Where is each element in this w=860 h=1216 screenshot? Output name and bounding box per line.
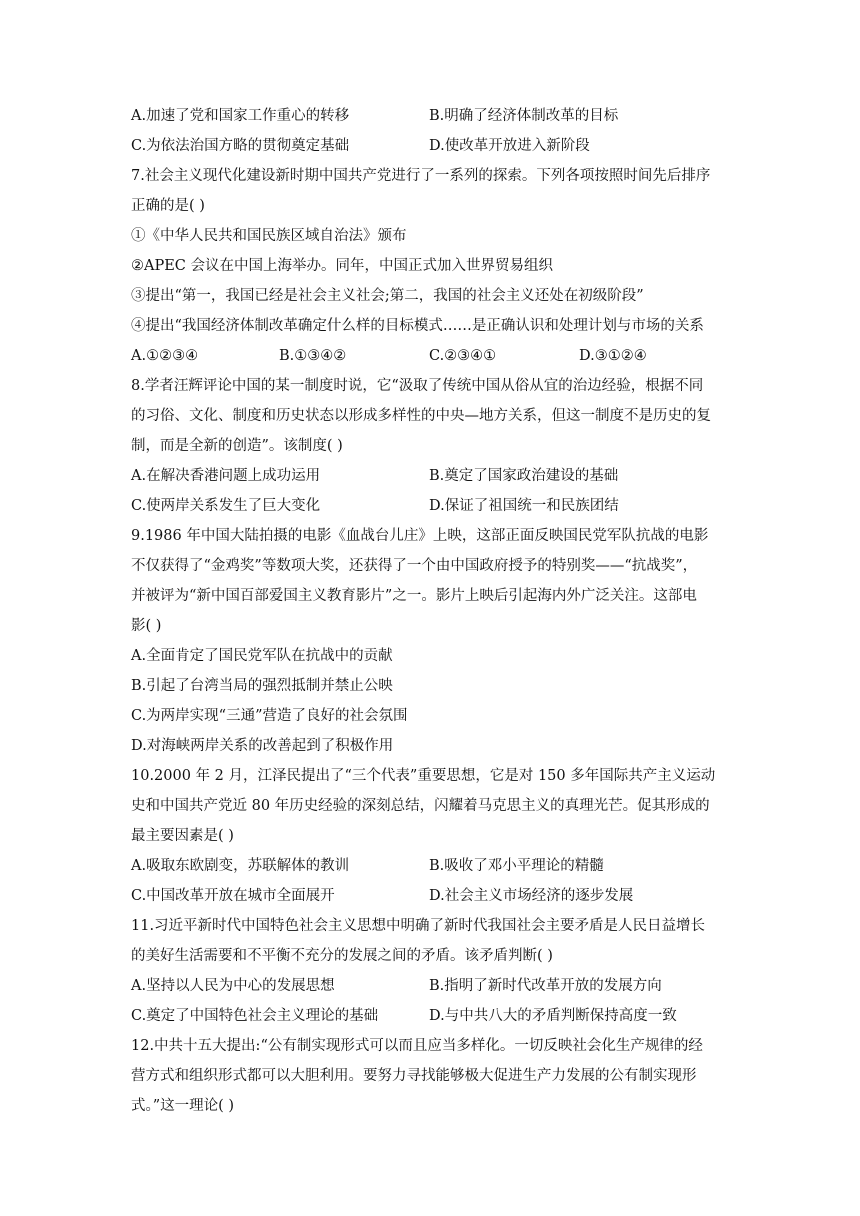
q6-options-row-1 <box>131 101 751 131</box>
question-column <box>131 101 751 1121</box>
q9-stem-line-3: 并被评为“新中国百部爱国主义教育影片”之一。影片上映后引起海内外广泛关注。这部电 <box>131 588 697 604</box>
q9-option-c: C.为两岸实现“三通”营造了良好的社会氛围 <box>131 708 408 724</box>
q9-option-d: D.对海峡两岸关系的改善起到了积极作用 <box>131 738 394 754</box>
q7-option-c: C.②③④① <box>429 348 497 364</box>
q9-stem-line-1: 9.1986 年中国大陆拍摄的电影《血战台儿庄》上映，这部正面反映国民党军队抗战的电影 <box>131 528 709 544</box>
q7-option-a: A.①②③④ <box>131 348 199 364</box>
q8-options-row-2 <box>131 491 751 521</box>
q6-options-row-2 <box>131 131 751 161</box>
q10-options-row-2 <box>131 881 751 911</box>
q12-stem-line-3: 式。”这一理论( ) <box>131 1098 235 1114</box>
q12-stem-line-2: 营方式和组织形式都可以大胆利用。要努力寻找能够极大促进生产力发展的公有制实现形 <box>131 1068 697 1084</box>
q8-option-c: C.使两岸关系发生了巨大变化 <box>131 498 321 514</box>
q9-stem-line-4: 影( ) <box>131 618 162 634</box>
q6-option-c: C.为依法治国方略的贯彻奠定基础 <box>131 138 350 154</box>
q9-stem-line-2: 不仅获得了“金鸡奖”等数项大奖，还获得了一个由中国政府授予的特别奖——“抗战奖”， <box>131 558 698 574</box>
q11-option-a: A.坚持以人民为中心的发展思想 <box>131 978 335 994</box>
q7-stem-line-1: 7.社会主义现代化建设新时期中国共产党进行了一系列的探索。下列各项按照时间先后排序 <box>131 168 711 184</box>
q11-option-c: C.奠定了中国特色社会主义理论的基础 <box>131 1008 379 1024</box>
q11-options-row-2 <box>131 1001 751 1031</box>
q7-item-1: ①《中华人民共和国民族区域自治法》颁布 <box>131 228 407 244</box>
q8-options-row-1 <box>131 461 751 491</box>
q11-option-b: B.指明了新时代改革开放的发展方向 <box>429 978 662 994</box>
q8-stem-line-3: 制，而是全新的创造”。该制度( ) <box>131 438 343 454</box>
q10-options-row-1 <box>131 851 751 881</box>
q11-option-d: D.与中共八大的矛盾判断保持高度一致 <box>429 1008 677 1024</box>
q10-option-b: B.吸收了邓小平理论的精髓 <box>429 858 604 874</box>
q7-item-2: ②APEC 会议在中国上海举办。同年，中国正式加入世界贸易组织 <box>131 258 554 274</box>
q10-stem-line-3: 最主要因素是( ) <box>131 828 234 844</box>
q7-stem-line-2: 正确的是( ) <box>131 198 205 214</box>
q8-stem-line-2: 的习俗、文化、制度和历史状态以形成多样性的中央—地方关系，但这一制度不是历史的复 <box>131 408 711 424</box>
q10-option-d: D.社会主义市场经济的逐步发展 <box>429 888 634 904</box>
q10-option-c: C.中国改革开放在城市全面展开 <box>131 888 335 904</box>
q7-item-3: ③提出“第一，我国已经是社会主义社会;第二，我国的社会主义还处在初级阶段” <box>131 288 644 304</box>
q7-options-row <box>131 341 751 371</box>
q10-stem-line-1: 10.2000 年 2 月，江泽民提出了“三个代表”重要思想，它是对 150 多年国际共产主义运动 <box>131 768 716 784</box>
q10-option-a: A.吸取东欧剧变，苏联解体的教训 <box>131 858 350 874</box>
q11-stem-line-1: 11.习近平新时代中国特色社会主义思想中明确了新时代我国社会主要矛盾是人民日益增长 <box>131 918 706 934</box>
q7-item-4: ④提出“我国经济体制改革确定什么样的目标模式……是正确认识和处理计划与市场的关系 <box>131 318 704 334</box>
q7-option-d: D.③①②④ <box>579 348 647 364</box>
q7-option-b: B.①③④② <box>279 348 347 364</box>
q9-option-b: B.引起了台湾当局的强烈抵制并禁止公映 <box>131 678 393 694</box>
q6-option-b: B.明确了经济体制改革的目标 <box>429 108 619 124</box>
q11-stem-line-2: 的美好生活需要和不平衡不充分的发展之间的矛盾。该矛盾判断( ) <box>131 948 553 964</box>
q9-option-a: A.全面肯定了国民党军队在抗战中的贡献 <box>131 648 393 664</box>
q8-option-a: A.在解决香港问题上成功运用 <box>131 468 321 484</box>
q8-option-d: D.保证了祖国统一和民族团结 <box>429 498 619 514</box>
q12-stem-line-1: 12.中共十五大提出:“公有制实现形式可以而且应当多样化。一切反映社会化生产规律的经 <box>131 1038 703 1054</box>
q10-stem-line-2: 史和中国共产党近 80 年历史经验的深刻总结，闪耀着马克思主义的真理光芒。促其形成的 <box>131 798 710 814</box>
q6-option-a: A.加速了党和国家工作重心的转移 <box>131 108 350 124</box>
q6-option-d: D.使改革开放进入新阶段 <box>429 138 590 154</box>
q11-options-row-1 <box>131 971 751 1001</box>
q8-option-b: B.奠定了国家政治建设的基础 <box>429 468 619 484</box>
q8-stem-line-1: 8.学者汪辉评论中国的某一制度时说，它“汲取了传统中国从俗从宜的治边经验，根据不同 <box>131 378 704 394</box>
